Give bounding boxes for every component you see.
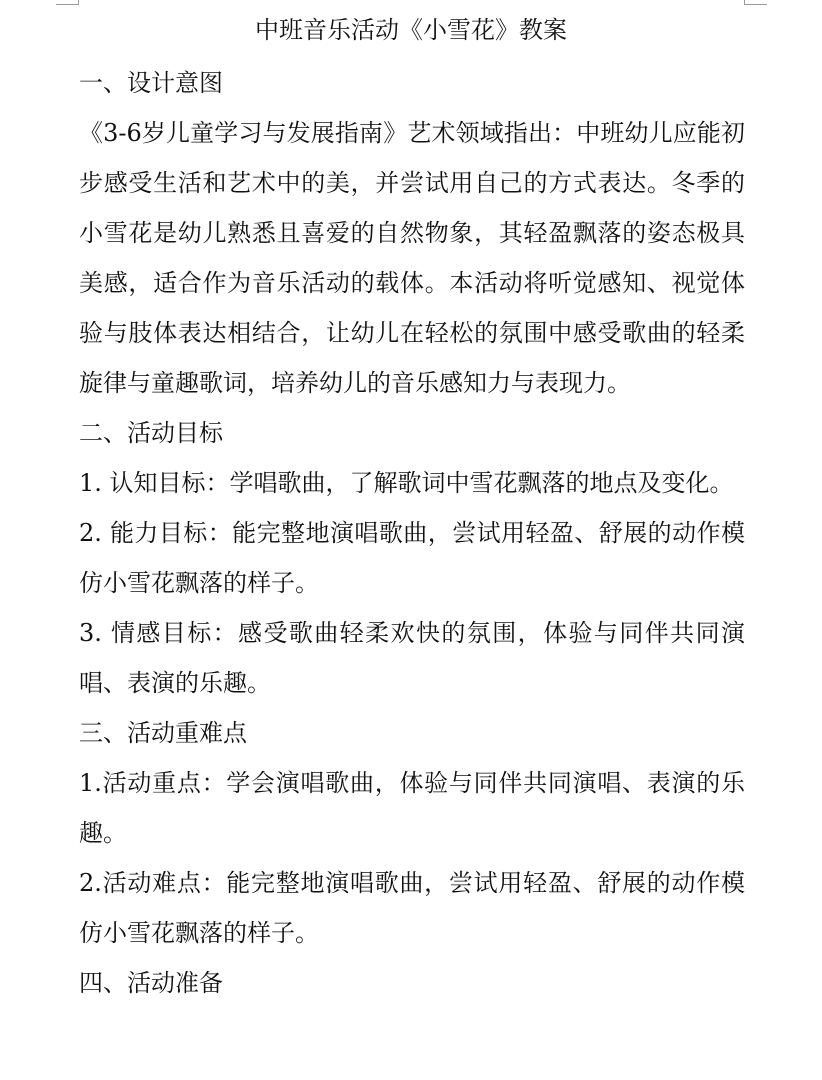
difficult-point: 2.活动难点：能完整地演唱歌曲，尝试用轻盈、舒展的动作模仿小雪花飘落的样子。 [79,869,745,947]
section-heading-activity-preparation: 四、活动准备 [79,969,223,997]
goal-ability: 2. 能力目标：能完整地演唱歌曲，尝试用轻盈、舒展的动作模仿小雪花飘落的样子。 [79,519,745,597]
key-point: 1.活动重点：学会演唱歌曲，体验与同伴共同演唱、表演的乐趣。 [79,769,745,847]
document-body [79,58,745,1008]
section-heading-activity-goals: 二、活动目标 [79,419,223,447]
goal-cognitive: 1. 认知目标：学唱歌曲，了解歌词中雪花飘落的地点及变化。 [79,469,734,497]
document-title: 中班音乐活动《小雪花》教案 [255,16,567,44]
section-heading-key-difficult-points: 三、活动重难点 [79,719,247,747]
paragraph-design-intent: 《3-6岁儿童学习与发展指南》艺术领域指出：中班幼儿应能初步感受生活和艺术中的美，并尝试用自己的方式表达。冬季的小雪花是幼儿熟悉且喜爱的自然物象，其轻盈飘落的姿态极具美感，适合作为音乐活动的载体。本活动将听觉感知、视觉体验与肢体表达相结合，让幼儿在轻松的氛围中感受歌曲的轻柔旋律与童趣歌词，培养幼儿的音乐感知力与表现力。 [79,119,745,397]
section-heading-design-intent: 一、设计意图 [79,69,223,97]
goal-emotional: 3. 情感目标：感受歌曲轻柔欢快的氛围，体验与同伴共同演唱、表演的乐趣。 [79,619,745,697]
